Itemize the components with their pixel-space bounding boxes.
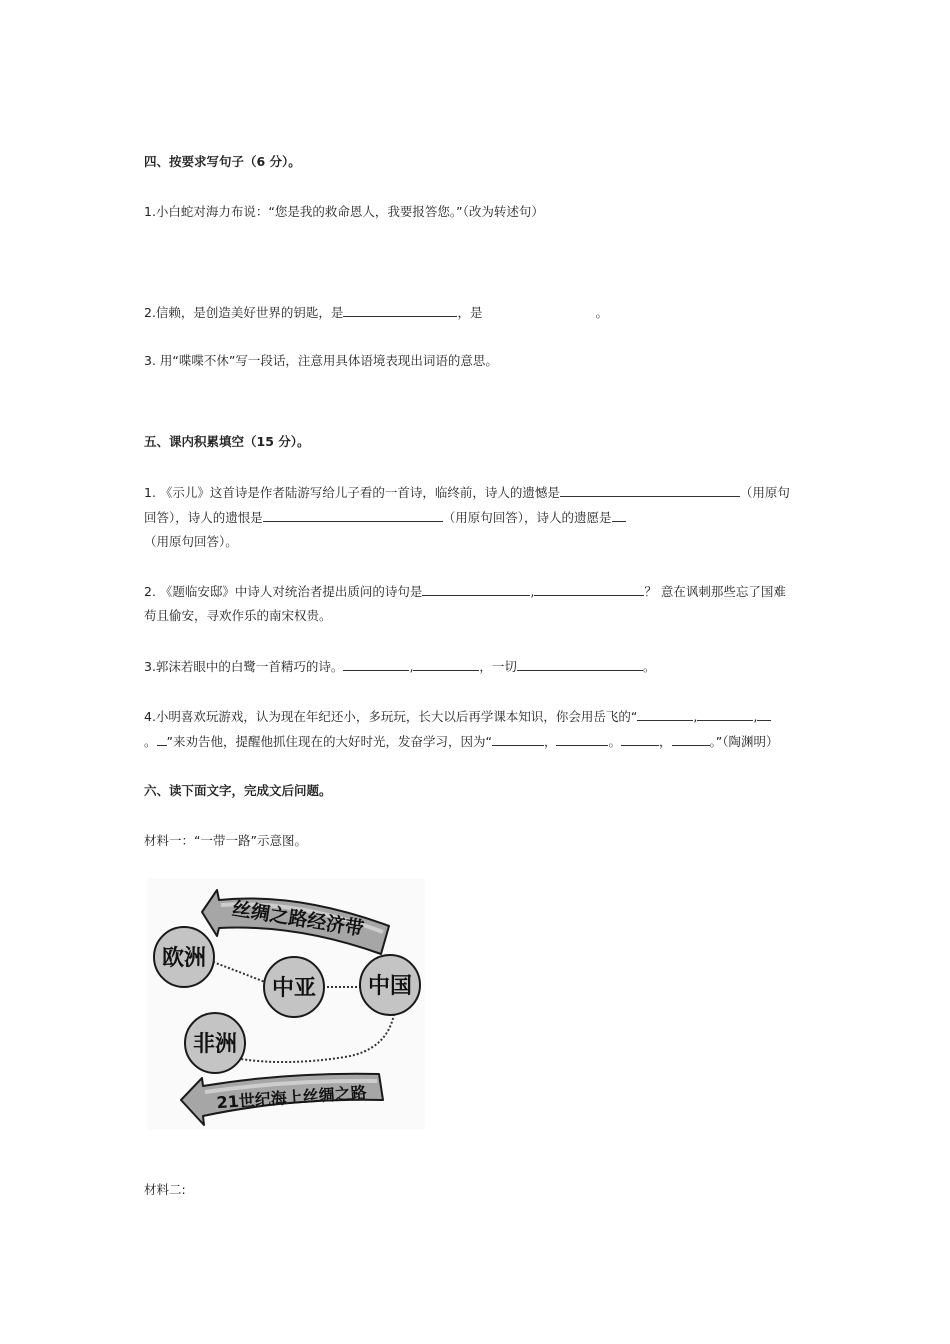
answer-blank[interactable]: [413, 657, 479, 671]
s5-question-1-line-3: （用原句回答）。: [144, 534, 238, 549]
answer-blank[interactable]: [492, 732, 544, 746]
answer-blank[interactable]: [612, 508, 626, 522]
s5-q4-text: 4.小明喜欢玩游戏，认为现在年纪还小，多玩玩，长大以后再学课本知识，你会用岳飞的“: [144, 709, 638, 724]
answer-blank[interactable]: [672, 732, 710, 746]
node-china: [360, 955, 420, 1015]
answer-blank[interactable]: [343, 303, 457, 317]
s5-q3-text: ，一切: [479, 659, 517, 674]
section5-heading: 五、课内积累填空（15 分）。: [144, 434, 310, 449]
silk-road-belt-label: 丝绸之路经济带: [230, 897, 366, 941]
node-africa: [185, 1013, 245, 1073]
node-label: 欧洲: [161, 946, 207, 971]
s4-question-3: 3. 用“喋喋不休”写一段话，注意用具体语境表现出词语的意思。: [144, 353, 498, 368]
answer-blank[interactable]: [343, 657, 409, 671]
s5-q4-text: ,: [693, 709, 698, 724]
s5-question-4-line-1: [144, 707, 771, 726]
s5-q4-text: ,: [753, 709, 758, 724]
s5-q1-text: 回答），诗人的遗恨是: [144, 510, 263, 525]
s5-question-4-line-2: [144, 732, 779, 751]
s5-q4-text: 。: [608, 734, 621, 749]
s5-question-2-line-2: 苟且偷安，寻欢作乐的南宋权贵。: [144, 608, 332, 623]
answer-blank[interactable]: [422, 582, 530, 596]
s5-q2-text: 2. 《题临安邸》中诗人对统治者提出质问的诗句是: [144, 584, 423, 599]
answer-blank[interactable]: [621, 732, 659, 746]
answer-blank[interactable]: [697, 707, 753, 721]
s5-q4-text: ，: [659, 734, 672, 749]
material-1-caption: 材料一：“一带一路”示意图。: [144, 833, 307, 848]
s5-q4-text: ”来劝告他，提醒他抓住现在的大好时光，发奋学习，因为“: [166, 734, 492, 749]
s5-q3-text: 3.郭沫若眼中的白鹭一首精巧的诗。: [144, 659, 344, 674]
s5-q1-text: （用原句: [739, 485, 790, 500]
answer-blank[interactable]: [263, 508, 443, 522]
s5-question-1-line-2: [144, 508, 626, 527]
s4-question-1: 1.小白蛇对海力布说：“您是我的救命恩人，我要报答您。”（改为转述句）: [144, 204, 544, 219]
s5-q2-text: ,: [530, 584, 535, 599]
s4-q2-text-b: ，是: [457, 305, 483, 320]
s5-q4-text: 。”（陶渊明）: [709, 734, 779, 749]
answer-blank[interactable]: [560, 483, 740, 497]
answer-blank[interactable]: [556, 732, 608, 746]
belt-and-road-diagram: [147, 878, 425, 1130]
s5-question-2-line-1: [144, 582, 786, 601]
s5-q3-text: ,: [409, 659, 414, 674]
node-europe: [154, 927, 214, 987]
material-2-caption: 材料二:: [144, 1182, 186, 1197]
answer-blank[interactable]: [517, 657, 643, 671]
s5-question-1-line-1: [144, 483, 790, 502]
node-label: 非洲: [192, 1032, 238, 1057]
answer-blank[interactable]: [637, 707, 693, 721]
answer-blank[interactable]: [534, 582, 644, 596]
s4-question-2: [144, 303, 608, 322]
s5-q4-text: ，: [543, 734, 557, 749]
section6-heading: 六、读下面文字，完成文后问题。: [144, 783, 332, 798]
s5-question-3: [144, 657, 655, 676]
node-label: 中亚: [271, 976, 317, 1001]
answer-blank[interactable]: [757, 707, 771, 721]
s5-q4-text: 。: [144, 734, 157, 749]
node-central-asia: [264, 957, 324, 1017]
s4-q2-text-a: 2.信赖，是创造美好世界的钥匙，是: [144, 305, 344, 320]
s5-q3-text: 。: [642, 659, 656, 674]
maritime-silk-road-label: 21世纪海上丝绸之路: [215, 1082, 368, 1113]
s5-q1-text: 1. 《示儿》这首诗是作者陆游写给儿子看的一首诗，临终前，诗人的遗憾是: [144, 485, 560, 500]
s5-q2-text: ？ 意在讽刺那些忘了国难: [644, 584, 786, 599]
section4-heading: 四、按要求写句子（6 分）。: [144, 154, 301, 169]
s4-q2-text-c: 。: [595, 305, 608, 320]
s5-q1-text: （用原句回答），诗人的遗愿是: [442, 510, 612, 525]
node-label: 中国: [367, 974, 413, 999]
answer-blank[interactable]: [157, 732, 167, 746]
